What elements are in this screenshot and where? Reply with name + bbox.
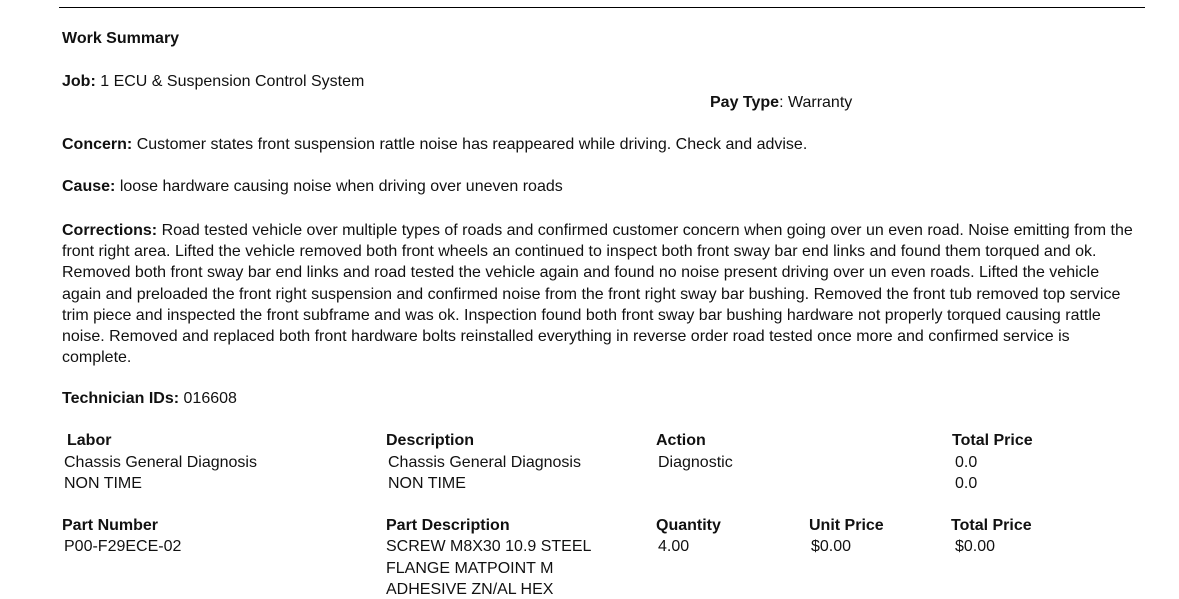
labor-action-header: Action [656, 432, 706, 449]
cause-label: Cause: [62, 178, 116, 195]
technician-label: Technician IDs: [62, 390, 180, 407]
corrections-label: Corrections: [62, 222, 158, 239]
part-row-1-description-line-3: ADHESIVE ZN/AL HEX [386, 581, 554, 598]
technician-value: 016608 [183, 390, 237, 407]
pay-type-line [710, 94, 852, 112]
labor-total-price-header: Total Price [952, 432, 1033, 449]
concern-value: Customer states front suspension rattle noise has reappeared while driving. Check and advise. [136, 136, 808, 153]
technician-line [62, 390, 237, 408]
labor-row-2-description: NON TIME [388, 475, 466, 492]
labor-row-1-description: Chassis General Diagnosis [388, 454, 581, 471]
part-row-1-total-price: $0.00 [955, 538, 996, 555]
pay-type-label: Pay Type [710, 94, 780, 111]
labor-row-1-total-price: 0.0 [955, 454, 978, 471]
labor-row-1-labor: Chassis General Diagnosis [64, 454, 257, 471]
top-divider [59, 7, 1145, 8]
pay-type-value: : Warranty [779, 94, 853, 111]
part-description-header: Part Description [386, 517, 510, 534]
job-label: Job: [62, 73, 96, 90]
unit-price-header: Unit Price [809, 517, 884, 534]
part-row-1-description-line-2: FLANGE MATPOINT M [386, 560, 554, 577]
corrections-paragraph [62, 220, 1137, 368]
labor-header: Labor [67, 432, 112, 449]
parts-total-price-header: Total Price [951, 517, 1032, 534]
part-number-header: Part Number [62, 517, 159, 534]
concern-line [62, 136, 807, 154]
concern-label: Concern: [62, 136, 133, 153]
part-row-1-quantity: 4.00 [658, 538, 690, 555]
corrections-value: Road tested vehicle over multiple types of roads and confirmed customer concern when going over un even road. Noise emitting from the front right area. Lifted the vehicle removed both front wheels an continued to inspect both front sway bar end links and found them torqued and ok. Removed both front sway bar end links and road tested the vehicle again and found no noise present driving over un even roads. Lifted the vehicle again and preloaded the front right suspension and confirmed noise from the front right sway bar bushing. Removed the front tub removed top service trim piece and inspected the front subframe and was ok. Inspection found both front sway bar bushing hardware not properly torqued causing rattle noise. Removed and replaced both front hardware bolts reinstalled everything in reverse order road tested once more and confirmed service is complete. [62, 222, 1133, 367]
job-line [62, 73, 364, 91]
part-row-1-unit-price: $0.00 [811, 538, 852, 555]
part-row-1-description-line-1: SCREW M8X30 10.9 STEEL [386, 538, 592, 555]
cause-value: loose hardware causing noise when driving over uneven roads [119, 178, 563, 195]
quantity-header: Quantity [656, 517, 721, 534]
labor-description-header: Description [386, 432, 475, 449]
part-row-1-number: P00-F29ECE-02 [64, 538, 182, 555]
job-value: 1 ECU & Suspension Control System [100, 73, 365, 90]
labor-row-1-action: Diagnostic [658, 454, 733, 471]
labor-row-2-total-price: 0.0 [955, 475, 978, 492]
section-title: Work Summary [62, 30, 180, 47]
cause-line [62, 178, 563, 196]
labor-row-2-labor: NON TIME [64, 475, 142, 492]
